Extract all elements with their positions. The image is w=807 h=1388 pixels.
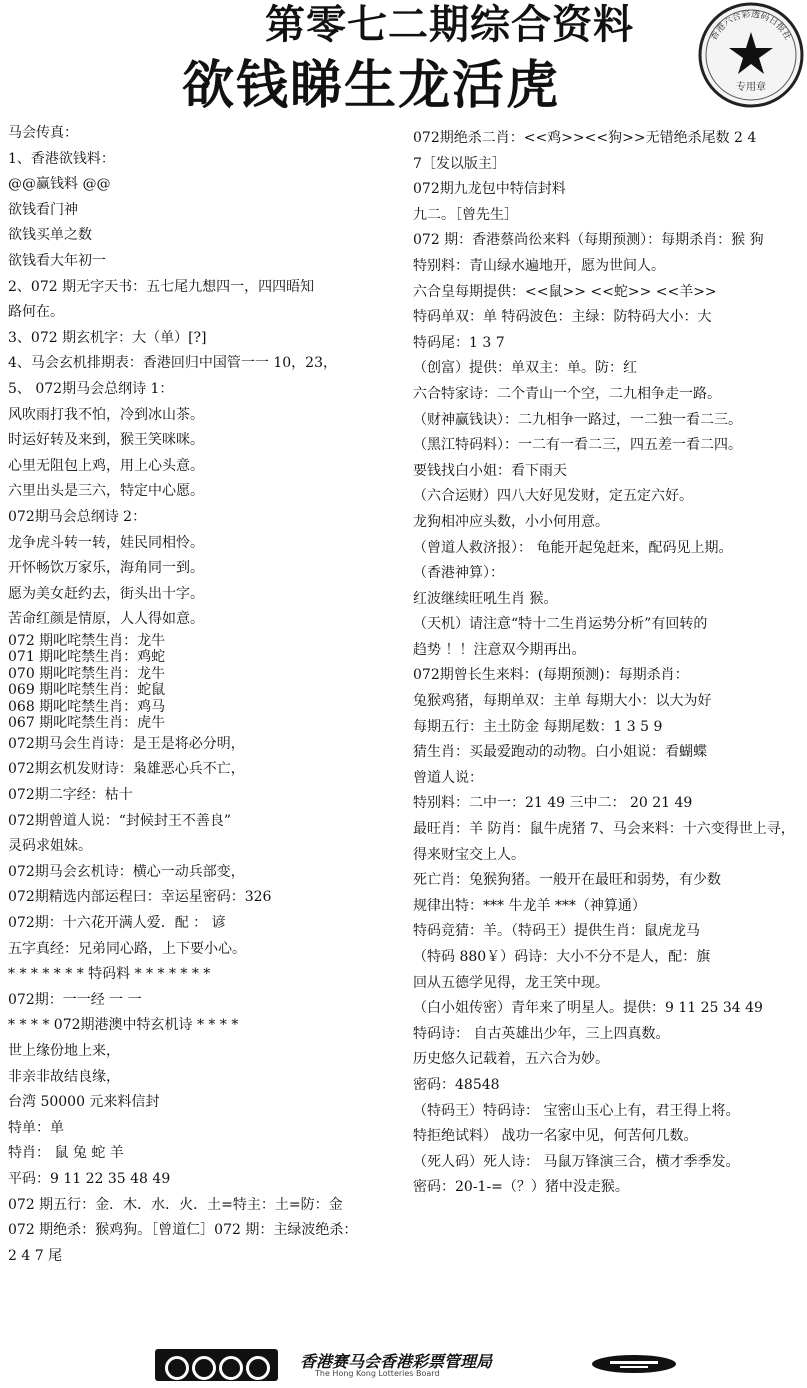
text-line: 特别料：二中一：21 49 三中二： 20 21 49 [413,795,693,812]
text-line: 趋势 ！！注意双今期再出。 [413,641,586,658]
text-line: * * * * 072期港澳中特玄机诗 * * * * [8,1017,239,1034]
text-line: （财神赢钱诀）：二九相争一路过，一二独一看二三。 [413,411,742,428]
text-line: 068 期叱咤禁生肖：鸡马 [8,698,166,715]
text-line: 特码诗： 自古英雄出少年，三上四真数。 [413,1025,670,1042]
text-line: 欲钱看门神 [8,201,78,218]
text-line: 平码：9 11 22 35 48 49 [8,1170,171,1187]
text-line: （曾道人救济报）： 龟能开起兔赶来，配码见上期。 [413,539,733,556]
text-line: 风吹雨打我不怕，冷到冰山茶。 [8,406,204,423]
text-line: 2、072 期无字天书：五七尾九想四一，四四晤知 [8,278,315,295]
page-subtitle: 欲钱睇生龙活虎 [182,56,561,116]
text-line: 072期精选内部运程曰：幸运星密码：326 [8,889,272,906]
page-title: 第零七二期综合资料 [265,2,634,48]
seal-stamp [698,2,804,108]
text-line: 六里出头是三六，特定中心愿。 [8,483,204,500]
text-line: 特码尾：1 3 7 [413,334,505,351]
text-line: 密码：48548 [413,1076,500,1093]
text-line: 072期马会生肖诗：是王是将必分明， [8,735,245,752]
text-line: 070 期叱咤禁生肖：龙牛 [8,665,166,682]
text-line: （特码王）特码诗： 宝密山玉心上有，君王得上将。 [413,1102,740,1119]
text-line: 2 4 7 尾 [8,1247,63,1264]
text-line: 特别料：青山绿水遍地开，愿为世间人。 [413,257,665,274]
text-line: 六合特家诗：二个青山一个空，二九相争走一路。 [413,385,721,402]
text-line: （天机）请注意“特十二生肖运势分析”有回转的 [413,616,708,633]
text-line: 072 期五行：金．木．水．火．土=特主：土=防：金 [8,1196,343,1213]
seal-text: 香港六合彩透码日报社 [709,9,793,43]
text-line: 072期绝杀二肖：<<鸡>><<狗>>无错绝杀尾数 2 4 [413,130,757,146]
text-line: 5、 072期马会总纲诗 1： [8,380,174,397]
text-line: 072期马会玄机诗：横心一动兵部变， [8,863,245,880]
text-line: （香港神算）： [413,565,504,582]
text-line: 路何在。 [8,304,64,321]
text-line: 072期：一一经 一 一 [8,991,142,1008]
text-line: 猜生肖：买最爱跑动的动物。白小姐说：看蝴蝶 [413,744,707,761]
text-line: 灵码求姐妹。 [8,838,92,855]
text-line: （创富）提供：单双主：单。防：红 [413,360,637,377]
text-line: 世上缘份地上来， [8,1043,120,1059]
text-line: 得来财宝交上人。 [413,846,525,863]
text-line: 愿为美女赶约去，街头出十字。 [8,585,204,602]
seal-label: 专用章 [736,82,766,93]
text-line: 开怀畅饮万家乐，海角同一到。 [8,560,204,577]
text-line: 1、香港欲钱料： [8,150,115,167]
text-line: 4、马会玄机排期表：香港回归中国管一一 10，23， [8,355,337,372]
text-line: 龙狗相冲应头数，小小何用意。 [413,513,609,530]
text-line: 067 期叱咤禁生肖：虎牛 [8,715,166,732]
text-line: 欲钱买单之数 [8,227,92,244]
text-line: 072期二字经：枯十 [8,787,133,804]
text-line: 最旺肖：羊 防肖：鼠牛虎猪 7、马会来料：十六变得世上寻， [413,821,795,838]
text-line: 072 期：香港蔡尚彸来料（每期预测）：每期杀肖：猴 狗 [413,232,764,249]
text-line: 072 期叱咤禁生肖：龙牛 [8,632,166,649]
text-line: 072期曾道人说：“封候封王不善良” [8,812,232,829]
text-line: 红波继续旺吼生肖 猴。 [413,590,558,607]
text-line: 特单：单 [8,1119,64,1136]
text-line: 特拒绝试料） 战功一名家中见，何苦何几数。 [413,1128,698,1145]
text-line: （死人码）死人诗： 马鼠万锋演三合，横才季季发。 [413,1153,740,1170]
text-line: 3、072 期玄机字：大（单）[?] [8,329,207,346]
text-line: 特肖： 鼠 兔 蛇 羊 [8,1145,124,1162]
text-line: 规律出特：*** 牛龙羊 ***（神算通） [413,897,646,914]
text-line: 072 期绝杀：猴鸡狗。［曾道仁］072 期：主绿波绝杀： [8,1222,358,1239]
text-line: 072期玄机发财诗：枭雄恶心兵不亡， [8,761,245,778]
text-line: @@赢钱料 @@ [8,176,111,193]
text-line: 要钱找白小姐：看下雨天 [413,462,567,479]
right-column [413,126,805,1201]
text-line: 欲钱看大年初一 [8,252,106,269]
text-line: 心里无阻包上鸡，用上心头意。 [8,457,204,474]
text-line: 九二。［曾先生］ [413,206,518,223]
text-line: （特码 880￥）码诗：大小不分不是人，配：旗 [413,949,711,965]
text-line: 龙争虎斗转一转，娃民同相怜。 [8,534,204,551]
text-line: 苦命红颜是情原，人人得如意。 [8,611,204,628]
text-line: 死亡肖：兔猴狗猪。一般开在最旺和弱势，有少数 [413,872,721,889]
text-line: 曾道人说： [413,769,483,786]
text-line: 每期五行：主土防金 每期尾数：1 3 5 9 [413,718,663,735]
text-line: 特码单双：单 特码波色：主绿：防特码大小：大 [413,309,712,326]
emblem-icon [590,1353,678,1375]
text-line: 非亲非故结良缘， [8,1068,120,1085]
text-line: 072期：十六花开满人爱．配 ： 谚 [8,915,226,932]
text-line: 密码：20-1-=（？）猪中没走猴。 [413,1179,629,1196]
text-line: 回从五德学见得，龙王笑中现。 [413,974,609,991]
text-line: 072期马会总纲诗 2： [8,508,147,525]
text-line: 五字真经：兄弟同心路，上下要小心。 [8,940,246,957]
text-line: * * * * * * * 特码料 * * * * * * * [8,966,211,983]
footer-org-name: 香港赛马会香港彩票管理局 [300,1352,493,1371]
text-line: 072期九龙包中特信封料 [413,181,566,198]
text-line: 特码竞猜：羊。（特码王）提供生肖：鼠虎龙马 [413,923,700,940]
hkjc-logo-icon [155,1349,278,1381]
text-line: 071 期叱咤禁生肖：鸡蛇 [8,649,166,666]
left-column [8,121,393,1269]
text-line: 台湾 50000 元来料信封 [8,1094,160,1111]
footer [155,1349,685,1381]
text-line: 时运好转及来到，猴王笑咪咪。 [8,432,204,449]
text-line: 历史悠久记载着，五六合为妙。 [413,1051,609,1068]
text-line: （黑江特码料）：一二有一看二三，四五差一看二四。 [413,437,742,454]
text-line: 六合皇每期提供：<<鼠>> <<蛇>> <<羊>> [413,283,717,300]
footer-org-english: The Hong Kong Lotteries Board [315,1369,440,1378]
text-line: 兔猴鸡猪，每期单双：主单 每期大小：以大为好 [413,693,712,710]
text-line: 7［发以版主］ [413,155,506,172]
text-line: 马会传真： [8,125,78,141]
text-line: 069 期叱咤禁生肖：蛇鼠 [8,682,166,699]
text-line: 072期曾长生来料：(每期预测)：每期杀肖： [413,667,689,684]
text-line: （六合运财）四八大好见发财，定五定六好。 [413,488,693,505]
text-line: （白小姐传密）青年来了明星人。提供：9 11 25 34 49 [413,1000,763,1017]
